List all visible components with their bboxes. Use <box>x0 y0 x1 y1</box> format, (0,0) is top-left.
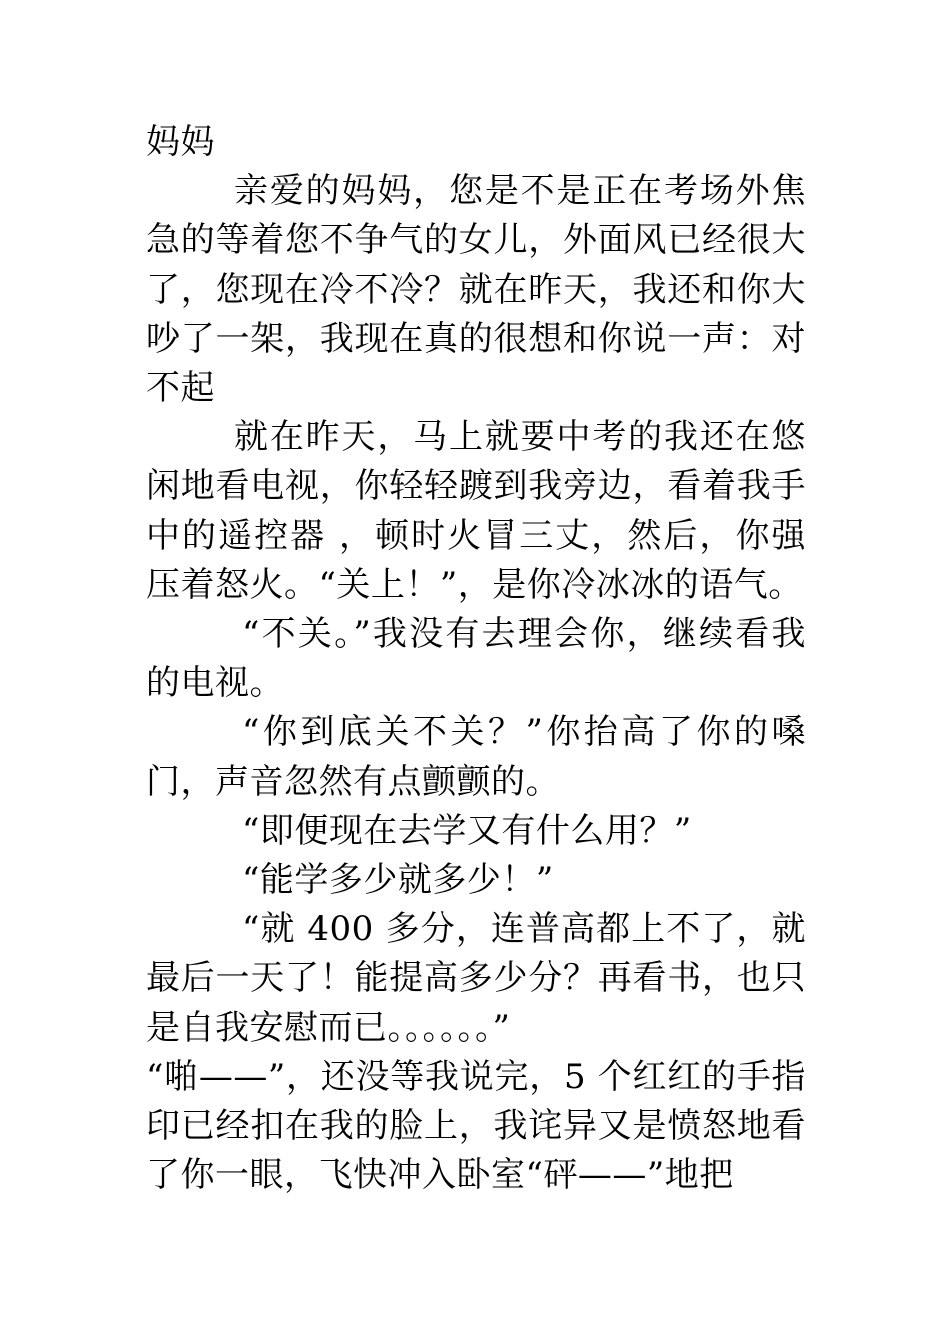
paragraph-3: “不关。”我没有去理会你，继续看我的电视。 <box>146 614 806 704</box>
paragraph-4: “你到底关不关？”你抬高了你的嗓门，声音忽然有点颤颤的。 <box>146 712 806 802</box>
paragraph-8: “啪——”，还没等我说完，5 个红红的手指印已经扣在我的脸上，我诧异又是愤怒地看了你一眼，飞快冲入卧室“砰——”地把 <box>146 1056 806 1196</box>
document-page <box>146 118 806 1200</box>
document-title: 妈妈 <box>146 122 215 162</box>
paragraph-6: “能学多少就多少！” <box>242 860 554 901</box>
paragraph-5: “即便现在去学又有什么用？” <box>242 810 692 851</box>
paragraph-1: 亲爱的妈妈，您是不是正在考场外焦急的等着您不争气的女儿，外面风已经很大了，您现在冷不冷？就在昨天，我还和你大吵了一架，我现在真的很想和你说一声：对不起 <box>146 171 806 409</box>
paragraph-2: 就在昨天，马上就要中考的我还在悠闲地看电视，你轻轻踱到我旁边，看着我手中的遥控器 ，顿时火冒三丈，然后，你强压着怒火。“关上！”，是你冷冰冰的语气。 <box>146 417 806 605</box>
paragraph-7: “就 400 多分，连普高都上不了，就最后一天了！能提高多少分？再看书，也只是自我安慰而已。。。。。。” <box>146 909 806 1048</box>
